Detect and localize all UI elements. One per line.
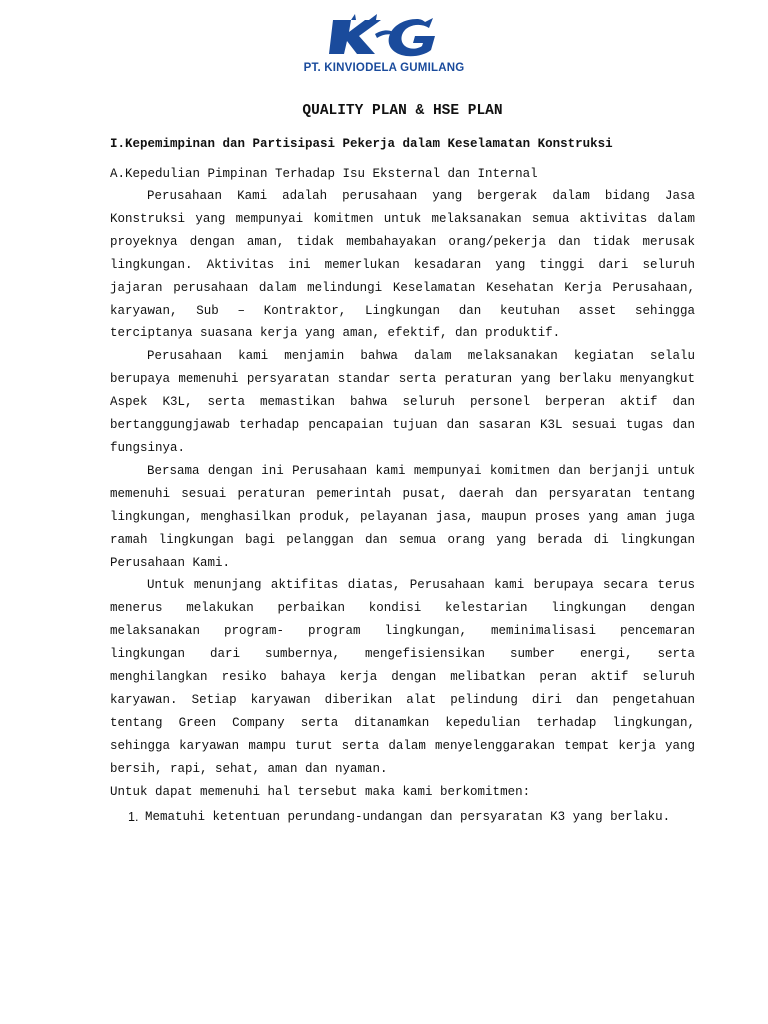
commitment-lead: Untuk dapat memenuhi hal tersebut maka kami berkomitmen:: [110, 784, 531, 799]
paragraph: Perusahaan Kami adalah perusahaan yang bergerak dalam bidang Jasa Konstruksi yang mempunyai komitmen untuk melaksanakan semua aktivitas dalam proyeknya dengan aman, tidak membahayakan orang/pekerja dan tidak merusak lingkungan. Aktivitas ini memerlukan kesadaran yang tinggi dari seluruh jajaran perusahaan dalam melindungi Keselamatan Kesehatan Kerja Perusahaan, karyawan, Sub – Kontraktor, Lingkungan dan keutuhan asset sehingga terciptanya suasana kerja yang aman, efektif, dan produktif.: [110, 189, 695, 341]
sub-heading: A.Kepedulian Pimpinan Terhadap Isu Eksternal dan Internal: [110, 167, 538, 181]
company-name: PT. KINVIODELA GUMILANG: [303, 62, 465, 74]
document-body: [110, 100, 695, 829]
list-item: [110, 806, 695, 829]
list-item-text: Mematuhi ketentuan perundang-undangan dan persyaratan K3 yang berlaku.: [145, 810, 671, 825]
paragraph: Untuk menunjang aktifitas diatas, Perusahaan kami berupaya secara terus menerus melakukan perbaikan kondisi kelestarian lingkungan dengan melaksanakan program- program lingkungan, meminimalisasi pencemaran lingkungan dari sumbernya, mengefisiensikan sumber energi, serta menghilangkan resiko bahaya kerja dengan melibatkan peran aktif seluruh karyawan. Setiap karyawan diberikan alat pelindung diri dan pengetahuan tentang Green Company serta ditanamkan kepedulian terhadap lingkungan, sehingga karyawan mampu turut serta dalam menyelenggarakan tempat kerja yang bersih, rapi, sehat, aman dan nyaman.: [110, 578, 695, 776]
commitment-list: [110, 806, 695, 829]
list-item-number: 1.: [128, 810, 139, 825]
paragraph: Bersama dengan ini Perusahaan kami mempunyai komitmen dan berjanji untuk memenuhi sesuai peraturan pemerintah pusat, daerah dan persyaratan tentang lingkungan, menghasilkan produk, pelayanan jasa, maupun proses yang aman juga ramah lingkungan bagi pelanggan dan semua orang yang berada di lingkungan Perusahaan Kami.: [110, 463, 695, 570]
company-logo: [329, 14, 439, 60]
document-title: QUALITY PLAN & HSE PLAN: [302, 103, 503, 119]
letterhead: [0, 14, 768, 74]
paragraph: Perusahaan kami menjamin bahwa dalam melaksanakan kegiatan selalu berupaya memenuhi persyaratan standar serta peraturan yang berlaku menyangkut Aspek K3L, serta memastikan bahwa seluruh personel berperan aktif dan bertanggungjawab terhadap pencapaian tujuan dan sasaran K3L sesuai tugas dan fungsinya.: [110, 349, 695, 455]
section-heading: I.Kepemimpinan dan Partisipasi Pekerja dalam Keselamatan Konstruksi: [110, 137, 613, 151]
